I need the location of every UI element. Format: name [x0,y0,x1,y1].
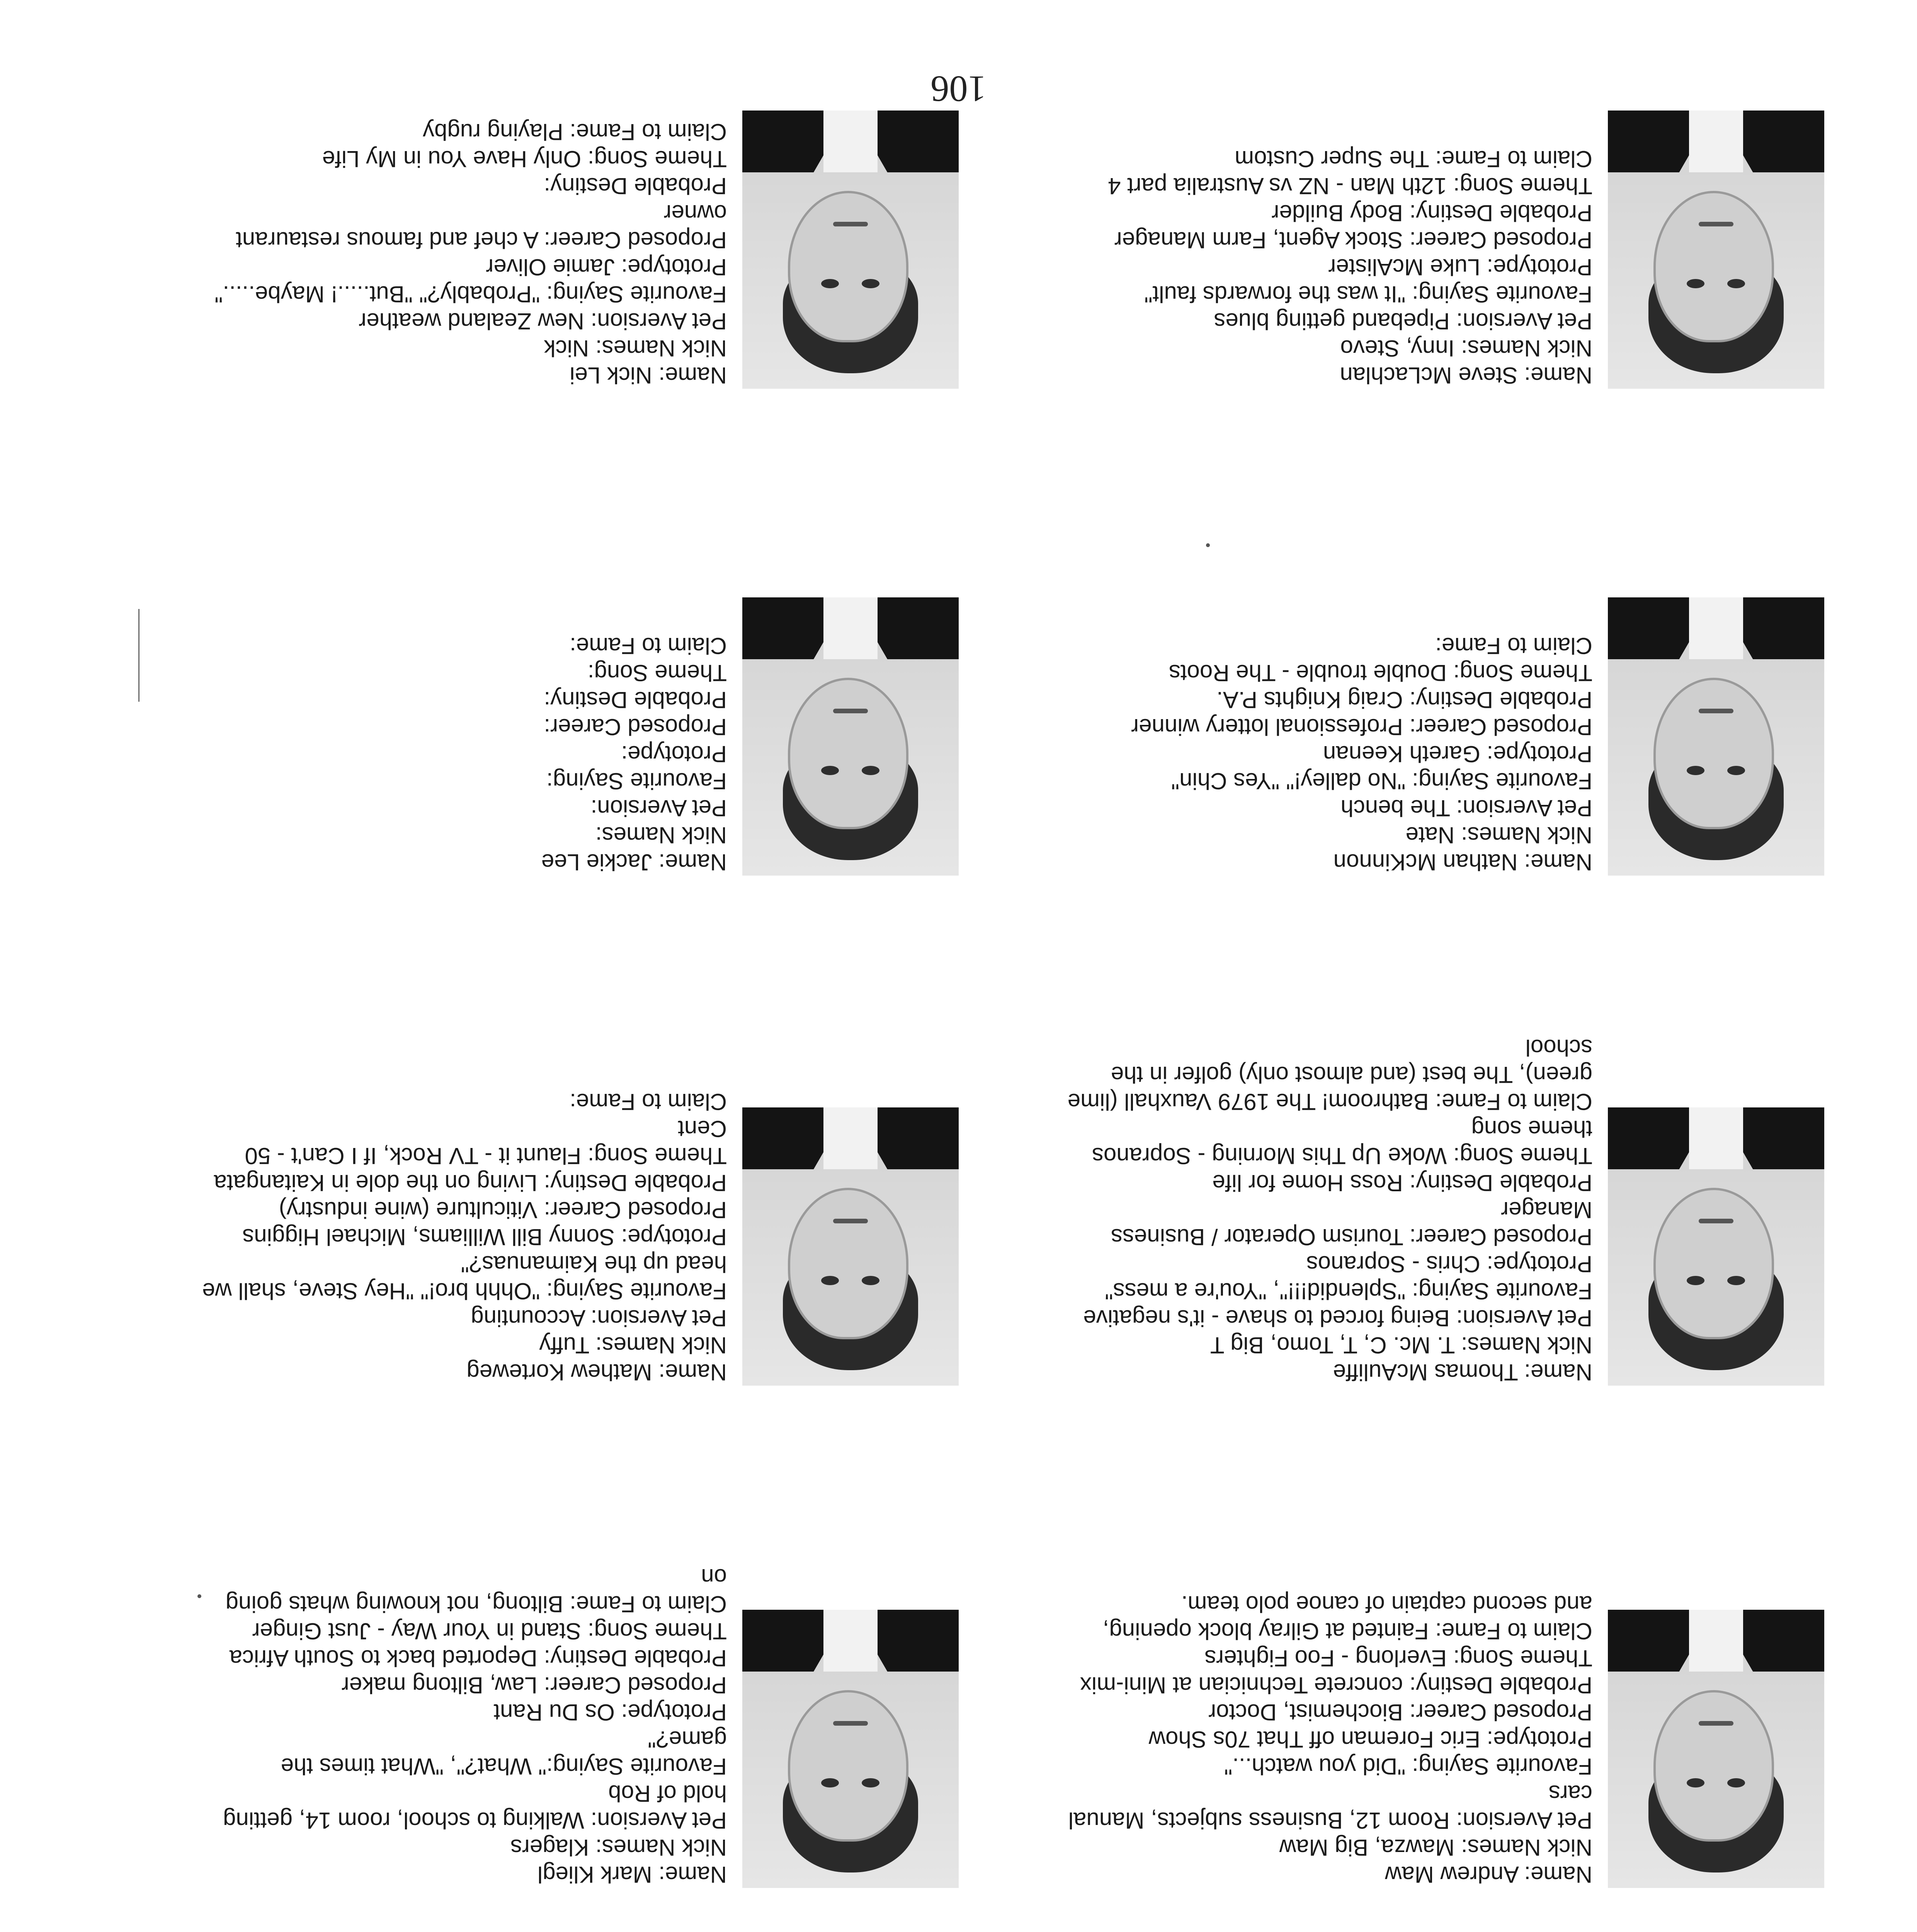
profile-nickname: Nick Names: Nick [544,335,727,361]
profile-prototype: Prototype: Chris - Sopranos [1306,1251,1592,1277]
profile-theme-song: Theme Song: Woke Up This Morning - Sopranos theme song [1092,1116,1592,1169]
student-photo [1608,1107,1824,1386]
profile-proposed-career: Proposed Career: Biochemist, Doctor [1208,1699,1592,1725]
profile-nickname: Nick Names: T. Mc. C, T, Tomo, Big T [1210,1332,1592,1358]
profile-nickname: Nick Names: [595,822,727,848]
profile-probable-destiny: Probable Destiny: [544,173,727,199]
profile-nickname: Nick Names: Tuffy [539,1332,727,1358]
profile-favourite-saying: Favourite Saying: "It was the forwards fault" [1144,281,1592,307]
scan-mark [138,609,139,702]
page-number: 106 [930,68,987,110]
profile-probable-destiny: Probable Destiny: Deported back to South Africa [229,1645,727,1671]
student-photo [1608,1610,1824,1888]
profile-pet-aversion: Pet Aversion: Being forced to shave - it's negative [1083,1305,1592,1331]
profile-probable-destiny: Probable Destiny: Ross Home for life [1212,1170,1592,1196]
profile-pet-aversion: Pet Aversion: New Zealand weather [359,308,727,334]
profile-text [201,1563,727,1888]
profile-favourite-saying: Favourite Saying: "Probably?" "But.....! Maybe....." [214,281,727,307]
profile-proposed-career: Proposed Career: Viticulture (wine industry) [279,1197,727,1223]
profile-text [1067,145,1592,389]
profile-nickname: Nick Names: Mawza, Big Maw [1279,1835,1592,1861]
profile-theme-song: Theme Song: Double trouble - The Roots [1169,660,1592,686]
profile-prototype: Prototype: Sonny Bill Williams, Michael Higgins [242,1224,727,1250]
profile-claim-to-fame: Claim to Fame: Biltong, not knowing whats going on [225,1564,727,1617]
student-photo [742,597,959,876]
profile-claim-to-fame: Claim to Fame: Fainted at Gilray block opening, and second captain of canoe polo team. [1102,1591,1592,1644]
profile-favourite-saying: Favourite Saying: "Splendid!!!", "You're a mess" [1105,1278,1592,1304]
profile-theme-song: Theme Song: [587,660,727,686]
profile-name: Name: Nick Lei [570,362,727,388]
profile-prototype: Prototype: Gareth Keenan [1323,741,1592,767]
profile-text [1067,1034,1592,1386]
profile-theme-song: Theme Song: Everlong - Foo Fighters [1204,1645,1592,1671]
profile-favourite-saying: Favourite Saying: "Ohhh bro!" "Hey Steve, shall we head up the Kaimanuas?" [202,1251,727,1304]
profile-prototype: Prototype: Eric Foreman off That 70s Show [1148,1726,1592,1752]
profile-probable-destiny: Probable Destiny: concrete Technician at Mini-mix [1080,1672,1592,1698]
profile-name: Name: Nathan McKinnon [1333,849,1592,875]
student-photo [742,1107,959,1386]
profile-pet-aversion: Pet Aversion: [590,795,727,821]
profile-proposed-career: Proposed Career: [544,714,727,740]
profile-proposed-career: Proposed Career: Tourism Operator / Business Manager [1111,1197,1592,1250]
profile-text [201,1088,727,1386]
student-photo [742,111,959,389]
student-photo [1608,111,1824,389]
profile-prototype: Prototype: [621,741,727,767]
profile-nickname: Nick Names: Inny, Stevo [1340,335,1592,361]
profile-probable-destiny: Probable Destiny: Body Builder [1271,200,1592,226]
profile-claim-to-fame: Claim to Fame: The Super Custom [1235,146,1592,172]
profile-text [201,632,727,876]
profile-pet-aversion: Pet Aversion: Pipeband getting blues [1214,308,1592,334]
profile-theme-song: Theme Song: Only Have You in My Life [322,146,727,172]
profile-probable-destiny: Probable Destiny: [544,687,727,713]
profile-favourite-saying: Favourite Saying: [546,768,727,794]
profile-name: Name: Jackie Lee [541,849,727,875]
profile-name: Name: Steve McLachlan [1340,362,1592,388]
scan-speck [197,1594,201,1598]
profile-text [1067,1590,1592,1888]
profile-pet-aversion: Pet Aversion: The bench [1340,795,1592,821]
profile-proposed-career: Proposed Career: Stock Agent, Farm Manager [1114,227,1592,253]
profile-theme-song: Theme Song: 12th Man - NZ vs Australia part 4 [1108,173,1592,199]
profile-prototype: Prototype: Os Du Rant [493,1699,727,1725]
profile-name: Name: Thomas McAuliffe [1333,1359,1592,1385]
profile-proposed-career: Proposed Career: Law, Biltong maker [341,1672,727,1698]
profile-claim-to-fame: Claim to Fame: [1435,633,1592,659]
profile-proposed-career: Proposed Career: A chef and famous restaurant owner [236,200,727,253]
profile-claim-to-fame: Claim to Fame: Bathroom! The 1979 Vauxhall (lime green), The best (and almost only) golfer in the school [1067,1035,1592,1115]
profile-prototype: Prototype: Jamie Oliver [486,254,727,280]
profile-proposed-career: Proposed Career: Professional lottery winner [1131,714,1592,740]
profile-pet-aversion: Pet Aversion: Walking to school, room 14, getting hold of Rob [223,1781,727,1833]
profile-prototype: Prototype: Luke McAlister [1328,254,1592,280]
profile-probable-destiny: Probable Destiny: Craig Knights P.A. [1216,687,1592,713]
profile-name: Name: Mathew Korteweg [466,1359,727,1385]
profile-name: Name: Andrew Maw [1385,1862,1592,1888]
student-photo [742,1610,959,1888]
profile-favourite-saying: Favourite Saying:" What?", "What times the game?" [281,1726,727,1779]
profile-probable-destiny: Probable Destiny: Living on the dole in Kaitangata [214,1170,727,1196]
profile-text [1067,632,1592,876]
profile-nickname: Nick Names: Klagers [510,1835,727,1861]
scan-speck [1206,543,1210,547]
student-photo [1608,597,1824,876]
profile-claim-to-fame: Claim to Fame: Playing rugby [423,119,727,145]
profile-favourite-saying: Favourite Saying: "Did you watch..." [1224,1753,1592,1779]
profile-nickname: Nick Names: Nate [1405,822,1592,848]
profile-theme-song: Theme Song: Flaunt it - TV Rock, If I Can't - 50 Cent [245,1116,727,1169]
profile-name: Name: Mark Kliegl [537,1862,727,1888]
profile-text [201,118,727,389]
profile-favourite-saying: Favourite Saying: "No dalley!" "Yes Chin" [1171,768,1592,794]
profile-claim-to-fame: Claim to Fame: [570,633,727,659]
profile-theme-song: Theme Song: Stand in Your Way - Just Ginger [252,1618,727,1644]
profile-pet-aversion: Pet Aversion: Accounting [471,1305,727,1331]
profile-pet-aversion: Pet Aversion: Room 12, Business subjects, Manual cars [1068,1781,1592,1833]
profile-claim-to-fame: Claim to Fame: [570,1089,727,1115]
